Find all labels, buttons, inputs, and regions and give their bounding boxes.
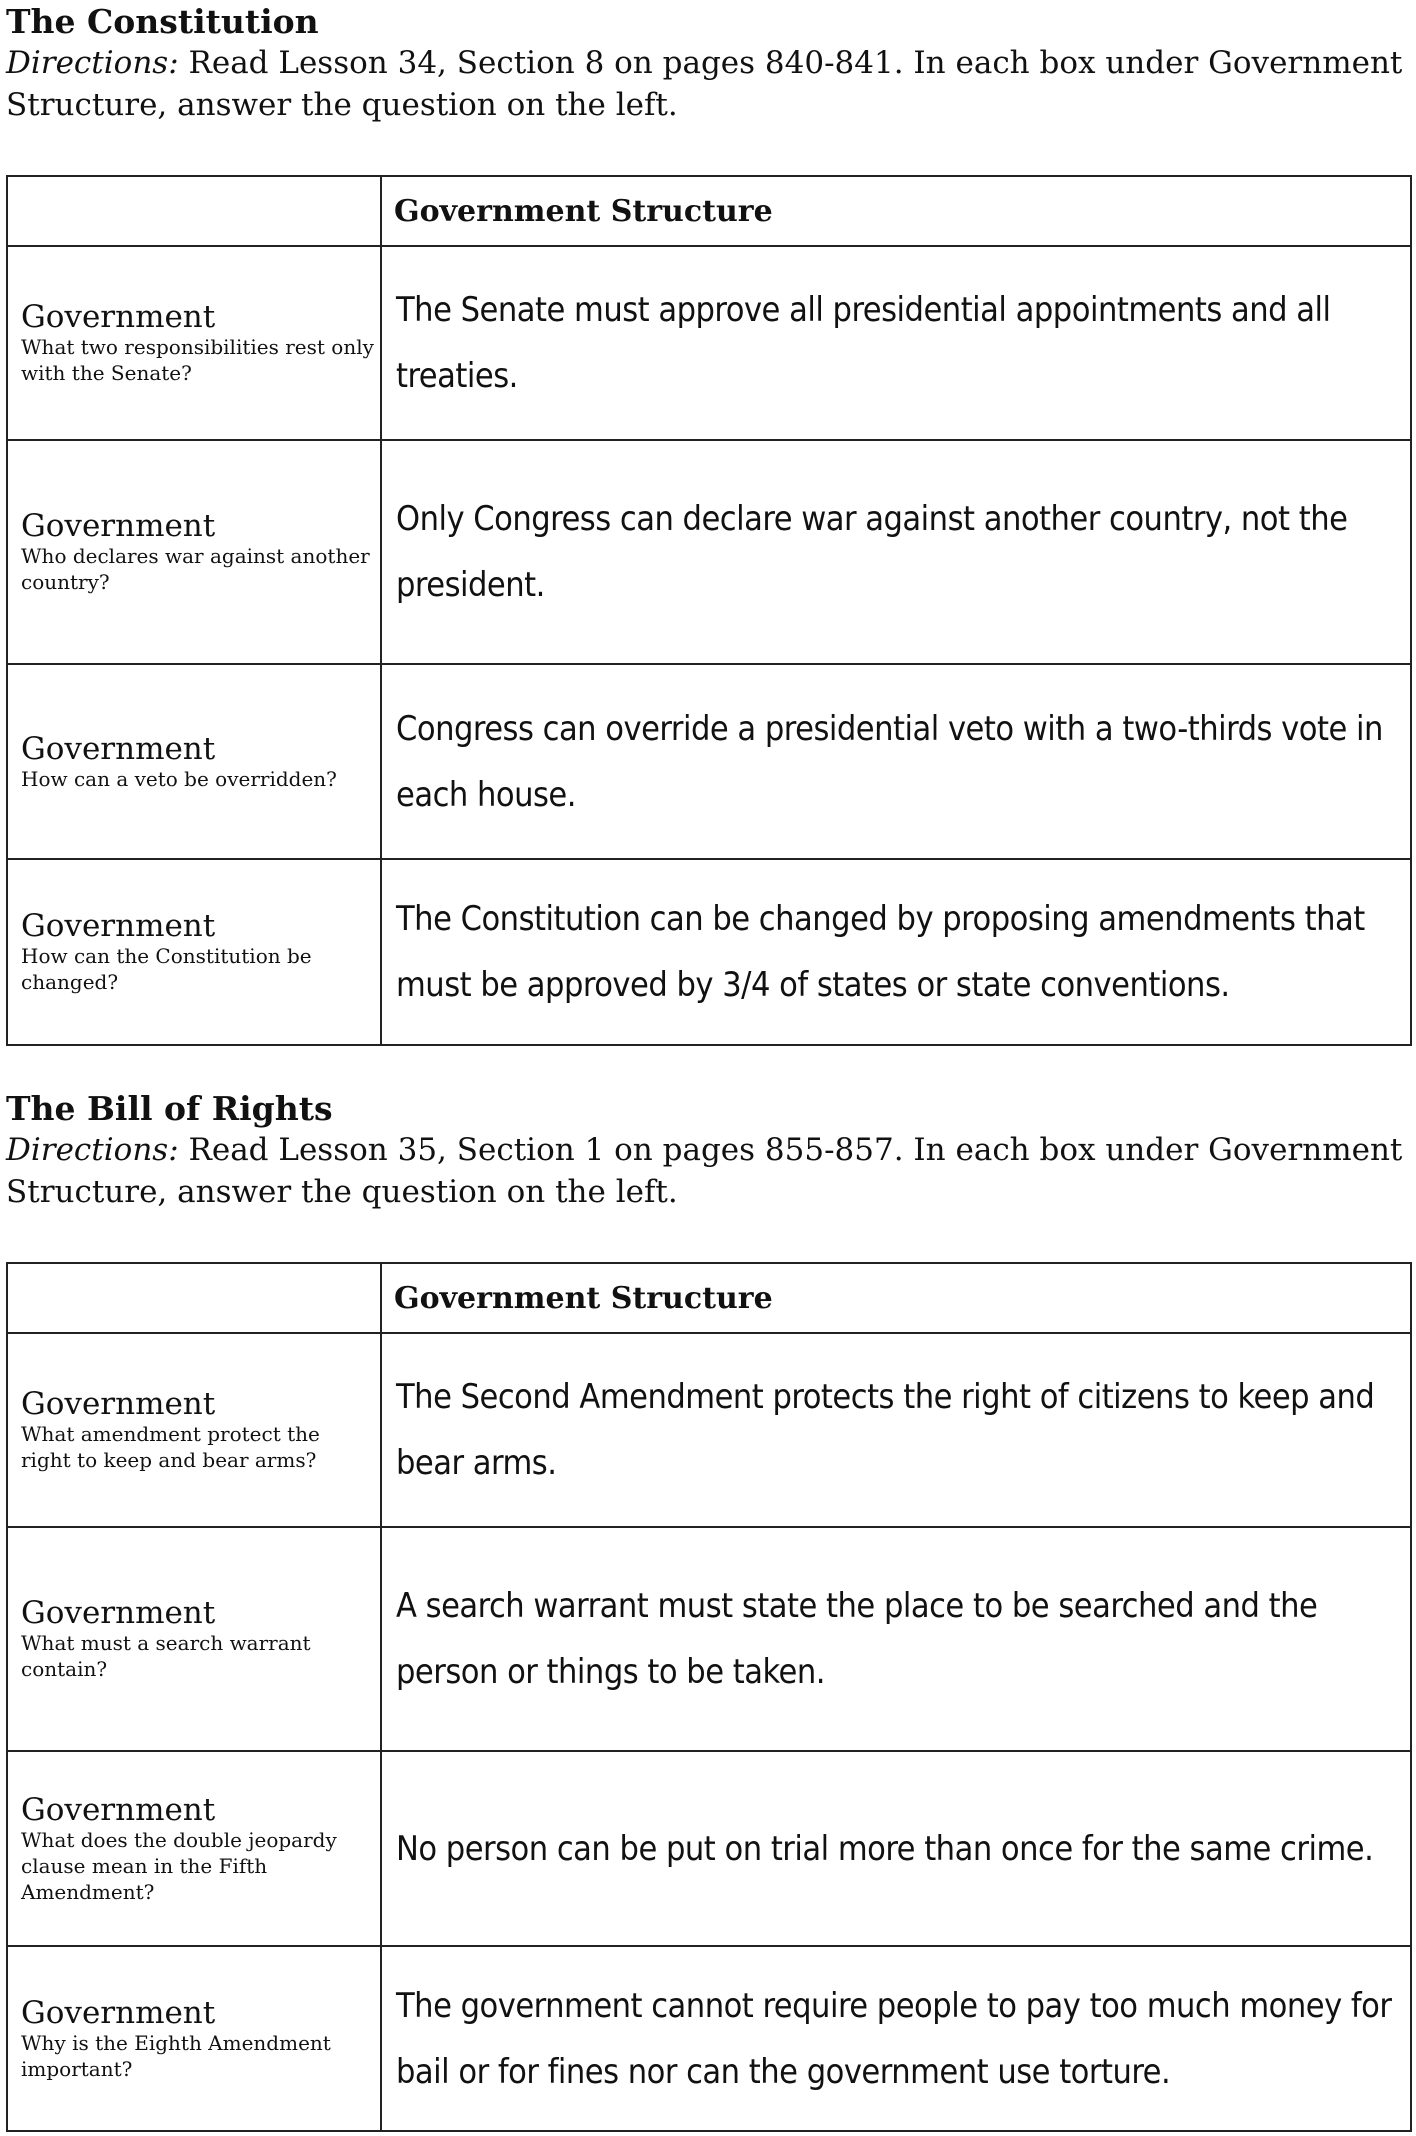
bill-of-rights-section-header (6, 1089, 1410, 1213)
row-question: What does the double jeopardy clause mean in the Fifth Amendment? (21, 1827, 337, 1904)
row-answer: The Constitution can be changed by proposing amendments that must be approved by 3/4 of states or state conventions. (396, 899, 1365, 1005)
answer-cell[interactable] (381, 1751, 1411, 1946)
table-row (7, 1946, 1411, 2131)
answer-cell[interactable] (381, 1946, 1411, 2131)
row-answer: The Second Amendment protects the right of citizens to keep and bear arms. (396, 1377, 1375, 1483)
table-row (7, 440, 1411, 664)
row-question: How can the Constitution be changed? (21, 944, 312, 994)
row-answer: The Senate must approve all presidential appointments and all treaties. (396, 290, 1331, 396)
constitution-table (6, 175, 1412, 1046)
row-topic: Government (21, 1386, 216, 1422)
answer-cell[interactable] (381, 246, 1411, 440)
row-topic: Government (21, 1595, 216, 1631)
row-topic: Government (21, 1994, 216, 2031)
row-topic: Government (21, 299, 216, 335)
table-row (7, 1333, 1411, 1527)
row-question: What must a search warrant contain? (21, 1631, 311, 1681)
question-cell (7, 246, 381, 440)
bill-of-rights-table (6, 1262, 1412, 2132)
directions-text: Read Lesson 35, Section 1 on pages 855-857. In each box under Government Structure, answer the question on the left. (6, 1132, 1403, 1210)
directions-label: Directions: (6, 1132, 179, 1168)
row-answer: Congress can override a presidential veto with a two-thirds vote in each house. (396, 708, 1383, 815)
question-cell (7, 440, 381, 664)
row-answer: A search warrant must state the place to be searched and the person or things to be taken. (396, 1586, 1318, 1692)
row-question: What two responsibilities rest only with the Senate? (21, 335, 374, 385)
question-cell (7, 1751, 381, 1946)
answer-cell[interactable] (381, 1333, 1411, 1527)
directions-text: Read Lesson 34, Section 8 on pages 840-841. In each box under Government Structure, answer the question on the left. (6, 45, 1403, 123)
row-topic: Government (21, 1791, 216, 1828)
row-answer: No person can be put on trial more than once for the same crime. (396, 1828, 1374, 1869)
question-cell (7, 1333, 381, 1527)
row-question: What amendment protect the right to keep and bear arms? (21, 1422, 320, 1472)
constitution-section-header (6, 2, 1410, 126)
row-question: Why is the Eighth Amendment important? (21, 2030, 331, 2081)
table-row (7, 246, 1411, 440)
header-government-structure: Government Structure (381, 176, 1411, 246)
directions-label: Directions: (6, 45, 179, 81)
table-row (7, 1751, 1411, 1946)
answer-cell[interactable] (381, 440, 1411, 664)
header-empty-cell (7, 1263, 381, 1333)
table-row (7, 664, 1411, 859)
answer-cell[interactable] (381, 859, 1411, 1045)
directions (6, 42, 1410, 126)
row-question: How can a veto be overridden? (21, 766, 337, 791)
row-answer: Only Congress can declare war against another country, not the president. (396, 499, 1348, 605)
table-row (7, 859, 1411, 1045)
question-cell (7, 1527, 381, 1751)
question-cell (7, 1946, 381, 2131)
question-cell (7, 859, 381, 1045)
header-government-structure: Government Structure (381, 1263, 1411, 1333)
section-title: The Bill of Rights (6, 1089, 333, 1128)
header-empty-cell (7, 176, 381, 246)
row-topic: Government (21, 730, 216, 767)
section-title: The Constitution (6, 2, 319, 41)
directions (6, 1129, 1410, 1213)
row-question: Who declares war against another country? (21, 544, 370, 594)
row-answer: The government cannot require people to pay too much money for bail or for fines nor can the government use torture. (396, 1985, 1392, 2092)
row-topic: Government (21, 908, 216, 944)
question-cell (7, 664, 381, 859)
row-topic: Government (21, 508, 216, 544)
answer-cell[interactable] (381, 1527, 1411, 1751)
answer-cell[interactable] (381, 664, 1411, 859)
table-row (7, 1527, 1411, 1751)
